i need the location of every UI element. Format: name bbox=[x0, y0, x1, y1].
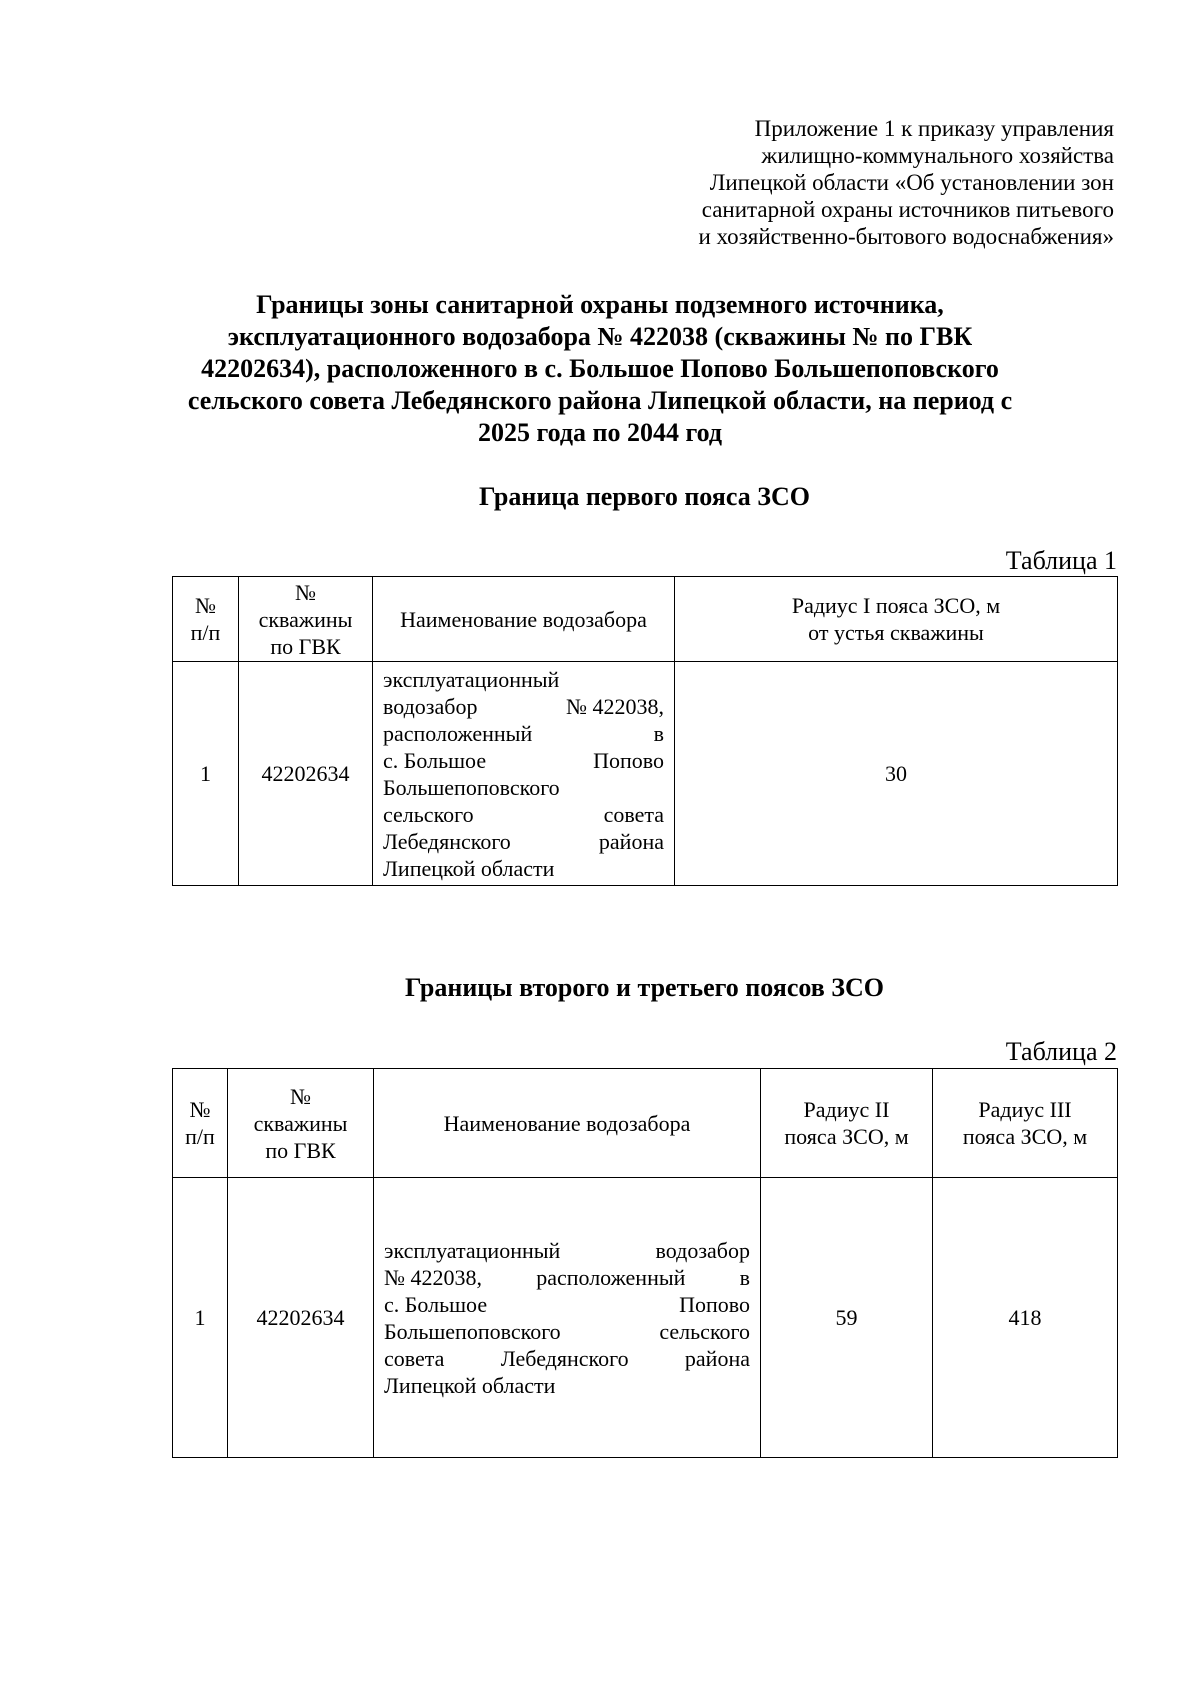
table1 bbox=[172, 576, 1118, 886]
table2-header-num bbox=[173, 1069, 228, 1178]
header-text: Радиус III bbox=[978, 1097, 1072, 1122]
name-word: эксплуатационный bbox=[383, 666, 560, 692]
table1-header-row bbox=[173, 577, 1118, 662]
table2-cell-name bbox=[374, 1178, 761, 1458]
table1-header-name: Наименование водозабора bbox=[373, 577, 675, 662]
title-line: 2025 года по 2044 год bbox=[477, 418, 723, 447]
name-word: Лебедянского bbox=[500, 1345, 629, 1371]
name-line bbox=[383, 747, 664, 774]
header-text: от устья скважины bbox=[808, 620, 984, 645]
header-text: скважины bbox=[253, 1110, 348, 1136]
name-word: в bbox=[653, 720, 664, 746]
header-text: пояса ЗСО, м bbox=[784, 1124, 909, 1149]
name-word: эксплуатационный bbox=[384, 1237, 561, 1263]
name-line bbox=[384, 1372, 750, 1399]
header-text: по ГВК bbox=[265, 1137, 336, 1163]
title-line: сельского совета Лебедянского района Липецкой области, на период с bbox=[187, 386, 1013, 415]
header-text: № bbox=[189, 1097, 211, 1122]
name-line bbox=[384, 1291, 750, 1318]
name-word: Липецкой области bbox=[383, 855, 555, 881]
table2-cell-well: 42202634 bbox=[228, 1178, 374, 1458]
title-line: Границы зоны санитарной охраны подземного источника, bbox=[256, 290, 944, 319]
name-word: сельского bbox=[383, 801, 474, 827]
table1-label: Таблица 1 bbox=[1005, 546, 1117, 575]
header-text: Радиус II bbox=[803, 1097, 890, 1122]
section1-heading: Граница первого пояса ЗСО bbox=[479, 482, 810, 511]
table2-cell-num: 1 bbox=[173, 1178, 228, 1458]
header-text: Радиус I пояса ЗСО, м bbox=[791, 593, 1001, 618]
name-line bbox=[384, 1237, 750, 1264]
name-word: Большепоповского bbox=[384, 1318, 561, 1344]
table2-header-name: Наименование водозабора bbox=[374, 1069, 761, 1178]
title-line: 42202634), расположенного в с. Большое Попово Большепоповского bbox=[201, 354, 999, 383]
table-row bbox=[173, 1178, 1118, 1458]
name-word: № 422038, bbox=[566, 693, 664, 719]
name-word: совета bbox=[603, 801, 664, 827]
header-text: № bbox=[195, 593, 216, 618]
name-word: расположенный bbox=[383, 720, 533, 746]
name-word: района bbox=[598, 828, 664, 854]
table2-header-well bbox=[228, 1069, 374, 1178]
header-text: по ГВК bbox=[270, 633, 341, 659]
table1-cell-well: 42202634 bbox=[239, 662, 373, 886]
annex-line: жилищно-коммунального хозяйства bbox=[761, 143, 1114, 168]
name-line bbox=[383, 855, 664, 882]
table-row bbox=[173, 662, 1118, 886]
name-line bbox=[383, 720, 664, 747]
table1-cell-num: 1 bbox=[173, 662, 239, 886]
annex-header bbox=[554, 115, 1114, 250]
table2-cell-radius2: 59 bbox=[761, 1178, 933, 1458]
table1-header-radius bbox=[675, 577, 1118, 662]
name-line bbox=[383, 666, 664, 693]
name-word: совета bbox=[384, 1345, 445, 1371]
header-text: п/п bbox=[190, 620, 221, 645]
table1-cell-radius: 30 bbox=[675, 662, 1118, 886]
table2-header-radius3 bbox=[933, 1069, 1118, 1178]
header-text: скважины bbox=[258, 606, 353, 632]
table2-label: Таблица 2 bbox=[1005, 1037, 1117, 1066]
name-word: Попово bbox=[593, 747, 664, 773]
header-text: пояса ЗСО, м bbox=[962, 1124, 1088, 1149]
name-word: в bbox=[739, 1264, 750, 1290]
name-line bbox=[383, 774, 664, 801]
name-word: Лебедянского bbox=[383, 828, 511, 854]
header-text: п/п bbox=[185, 1124, 215, 1149]
name-line bbox=[383, 801, 664, 828]
name-word: № 422038, bbox=[384, 1264, 482, 1290]
name-line bbox=[384, 1345, 750, 1372]
name-line bbox=[384, 1264, 750, 1291]
table2 bbox=[172, 1068, 1118, 1458]
header-text: № bbox=[290, 1083, 311, 1109]
annex-line: Приложение 1 к приказу управления bbox=[754, 116, 1114, 141]
table1-cell-name bbox=[373, 662, 675, 886]
title-line: эксплуатационного водозабора № 422038 (скважины № по ГВК bbox=[227, 322, 973, 351]
table2-cell-radius3: 418 bbox=[933, 1178, 1118, 1458]
name-line bbox=[383, 828, 664, 855]
annex-line: санитарной охраны источников питьевого bbox=[701, 197, 1114, 222]
name-word: расположенный bbox=[536, 1264, 686, 1290]
name-line bbox=[383, 693, 664, 720]
table2-header-row bbox=[173, 1069, 1118, 1178]
table1-header-well bbox=[239, 577, 373, 662]
section2-heading: Границы второго и третьего поясов ЗСО bbox=[404, 973, 885, 1002]
header-text: № bbox=[295, 579, 316, 605]
annex-line: Липецкой области «Об установлении зон bbox=[709, 170, 1114, 195]
annex-line: и хозяйственно-бытового водоснабжения» bbox=[698, 224, 1114, 249]
name-word: Большепоповского bbox=[383, 774, 560, 800]
document-title bbox=[130, 289, 1070, 449]
table2-header-radius2 bbox=[761, 1069, 933, 1178]
name-word: водозабор bbox=[655, 1237, 750, 1263]
name-word: района bbox=[684, 1345, 750, 1371]
name-word: с. Большое bbox=[383, 747, 487, 773]
name-word: Липецкой области bbox=[384, 1372, 556, 1398]
table1-header-num bbox=[173, 577, 239, 662]
name-line bbox=[384, 1318, 750, 1345]
name-word: с. Большое bbox=[384, 1291, 488, 1317]
name-word: Попово bbox=[679, 1291, 750, 1317]
name-word: водозабор bbox=[383, 693, 478, 719]
name-word: сельского bbox=[659, 1318, 750, 1344]
